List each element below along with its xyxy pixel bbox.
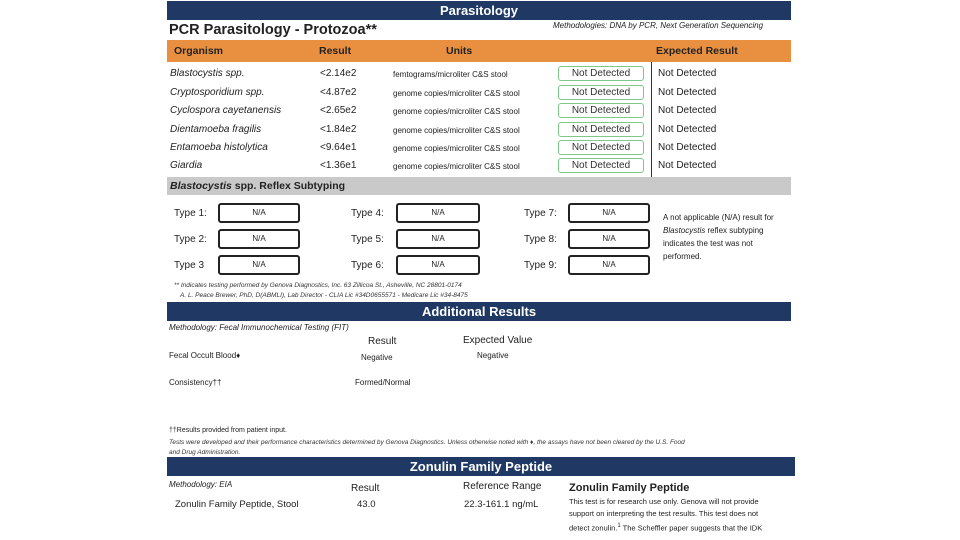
lab-footnote: ** Indicates testing performed by Genova Diagnostics, Inc. 63 Zillicoa St., Asheville, NC 28801-0174 bbox=[174, 282, 462, 289]
status-badge: Not Detected bbox=[558, 140, 644, 155]
type-value-box: N/A bbox=[218, 229, 300, 249]
status-badge: Not Detected bbox=[558, 85, 644, 100]
zonulin-row-label: Zonulin Family Peptide, Stool bbox=[175, 499, 299, 510]
organism-name: Dientamoeba fragilis bbox=[170, 124, 262, 135]
expected-value: Not Detected bbox=[658, 142, 717, 153]
organism-name: Entamoeba histolytica bbox=[170, 142, 268, 153]
result-value: <1.36e1 bbox=[320, 160, 357, 171]
type-label: Type 2: bbox=[174, 234, 207, 245]
status-badge: Not Detected bbox=[558, 103, 644, 118]
zonulin-side-text-4: The Scheffler paper suggests that the IDK bbox=[620, 523, 763, 533]
fecal-occult-blood-label: Fecal Occult Blood♦ bbox=[169, 351, 241, 360]
type-label: Type 5: bbox=[351, 234, 384, 245]
na-note-rest: reflex subtyping bbox=[705, 226, 764, 235]
type-value-box: N/A bbox=[396, 255, 480, 275]
type-value-box: N/A bbox=[396, 203, 480, 223]
type-label: Type 8: bbox=[524, 234, 557, 245]
additional-results-banner: Additional Results bbox=[167, 302, 791, 321]
result-value: <4.87e2 bbox=[320, 87, 357, 98]
eia-methodology: Methodology: EIA bbox=[169, 480, 233, 489]
zonulin-result-header: Result bbox=[351, 483, 380, 494]
fda-note bbox=[169, 438, 789, 458]
type-label: Type 1: bbox=[174, 208, 207, 219]
subtyping-title bbox=[170, 180, 345, 192]
expected-value: Not Detected bbox=[658, 68, 717, 79]
result-value: <1.84e2 bbox=[320, 124, 357, 135]
na-note-line-1: A not applicable (N/A) result for bbox=[663, 213, 774, 222]
additional-expected-header: Expected Value bbox=[463, 335, 533, 346]
units-text: genome copies/microliter C&S stool bbox=[393, 162, 520, 171]
consistency-label: Consistency†† bbox=[169, 378, 222, 387]
fda-note-line-1: Tests were developed and their performance characteristics determined by Genova Diagnostics. Unless otherwise noted with ♦, the assays have not been cleared by the U.S. Food bbox=[169, 439, 685, 446]
type-label: Type 9: bbox=[524, 260, 557, 271]
na-note-organism: Blastocystis bbox=[663, 226, 706, 235]
organism-name: Blastocystis spp. bbox=[170, 68, 245, 79]
status-badge: Not Detected bbox=[558, 158, 644, 173]
type-value-box: N/A bbox=[568, 255, 650, 275]
expected-value: Not Detected bbox=[658, 105, 717, 116]
fecal-occult-blood-result: Negative bbox=[361, 353, 393, 362]
type-value-box: N/A bbox=[218, 255, 300, 275]
methodologies-note: Methodologies: DNA by PCR, Next Generation Sequencing bbox=[553, 21, 764, 30]
fda-note-line-2: and Drug Administration. bbox=[169, 449, 241, 456]
organism-name: Cyclospora cayetanensis bbox=[170, 105, 282, 116]
zonulin-side-text bbox=[569, 496, 795, 535]
fecal-occult-blood-expected: Negative bbox=[477, 351, 509, 360]
type-label: Type 7: bbox=[524, 208, 557, 219]
page-title: PCR Parasitology - Protozoa** bbox=[169, 22, 377, 38]
zonulin-side-title: Zonulin Family Peptide bbox=[569, 482, 690, 494]
zonulin-side-line-3 bbox=[569, 520, 795, 535]
na-note bbox=[663, 211, 793, 263]
footnote-marker: 1 bbox=[617, 523, 621, 529]
na-note-line-2 bbox=[663, 224, 793, 237]
na-note-line-3: indicates the test was not bbox=[663, 239, 753, 248]
zonulin-side-line-2: support on interpreting the test results. This test does not bbox=[569, 509, 759, 518]
column-result: Result bbox=[319, 45, 352, 57]
zonulin-result-value: 43.0 bbox=[357, 499, 376, 510]
zonulin-side-text-3: detect zonulin. bbox=[569, 523, 618, 533]
expected-value: Not Detected bbox=[658, 160, 717, 171]
status-badge: Not Detected bbox=[558, 66, 644, 81]
type-value-box: N/A bbox=[218, 203, 300, 223]
units-text: genome copies/microliter C&S stool bbox=[393, 144, 520, 153]
zonulin-reference-range: 22.3-161.1 ng/mL bbox=[464, 499, 539, 510]
subtyping-title-rest: spp. Reflex Subtyping bbox=[231, 180, 346, 192]
lab-director-footnote: A. L. Peace Brewer, PhD, D(ABMLI), Lab Director - CLIA Lic #34D0655571 - Medicare Lic #34-8475 bbox=[180, 292, 468, 299]
parasitology-banner: Parasitology bbox=[167, 1, 791, 20]
subtyping-title-organism: Blastocystis bbox=[170, 180, 232, 192]
type-label: Type 3 bbox=[174, 260, 205, 271]
column-expected-result: Expected Result bbox=[656, 45, 738, 57]
zonulin-banner: Zonulin Family Peptide bbox=[167, 457, 795, 476]
fit-methodology: Methodology: Fecal Immunochemical Testing (FIT) bbox=[169, 323, 349, 332]
expected-value: Not Detected bbox=[658, 124, 717, 135]
column-divider bbox=[651, 62, 652, 177]
result-value: <9.64e1 bbox=[320, 142, 357, 153]
units-text: genome copies/microliter C&S stool bbox=[393, 107, 520, 116]
zonulin-range-header: Reference Range bbox=[463, 481, 542, 492]
organism-name: Giardia bbox=[170, 160, 203, 171]
units-text: femtograms/microliter C&S stool bbox=[393, 70, 508, 79]
units-text: genome copies/microliter C&S stool bbox=[393, 89, 520, 98]
units-text: genome copies/microliter C&S stool bbox=[393, 126, 520, 135]
status-badge: Not Detected bbox=[558, 122, 644, 137]
type-value-box: N/A bbox=[396, 229, 480, 249]
expected-value: Not Detected bbox=[658, 87, 717, 98]
type-label: Type 4: bbox=[351, 208, 384, 219]
result-value: <2.14e2 bbox=[320, 68, 357, 79]
additional-result-header: Result bbox=[368, 336, 397, 347]
column-organism: Organism bbox=[174, 45, 224, 57]
na-note-line-4: performed. bbox=[663, 252, 702, 261]
column-units: Units bbox=[446, 45, 473, 57]
type-value-box: N/A bbox=[568, 203, 650, 223]
type-value-box: N/A bbox=[568, 229, 650, 249]
result-value: <2.65e2 bbox=[320, 105, 357, 116]
type-label: Type 6: bbox=[351, 260, 384, 271]
zonulin-side-line-1: This test is for research use only. Genova will not provide bbox=[569, 497, 759, 506]
organism-name: Cryptosporidium spp. bbox=[170, 87, 265, 98]
consistency-result: Formed/Normal bbox=[355, 378, 411, 387]
patient-input-note: ††Results provided from patient input. bbox=[169, 427, 287, 434]
